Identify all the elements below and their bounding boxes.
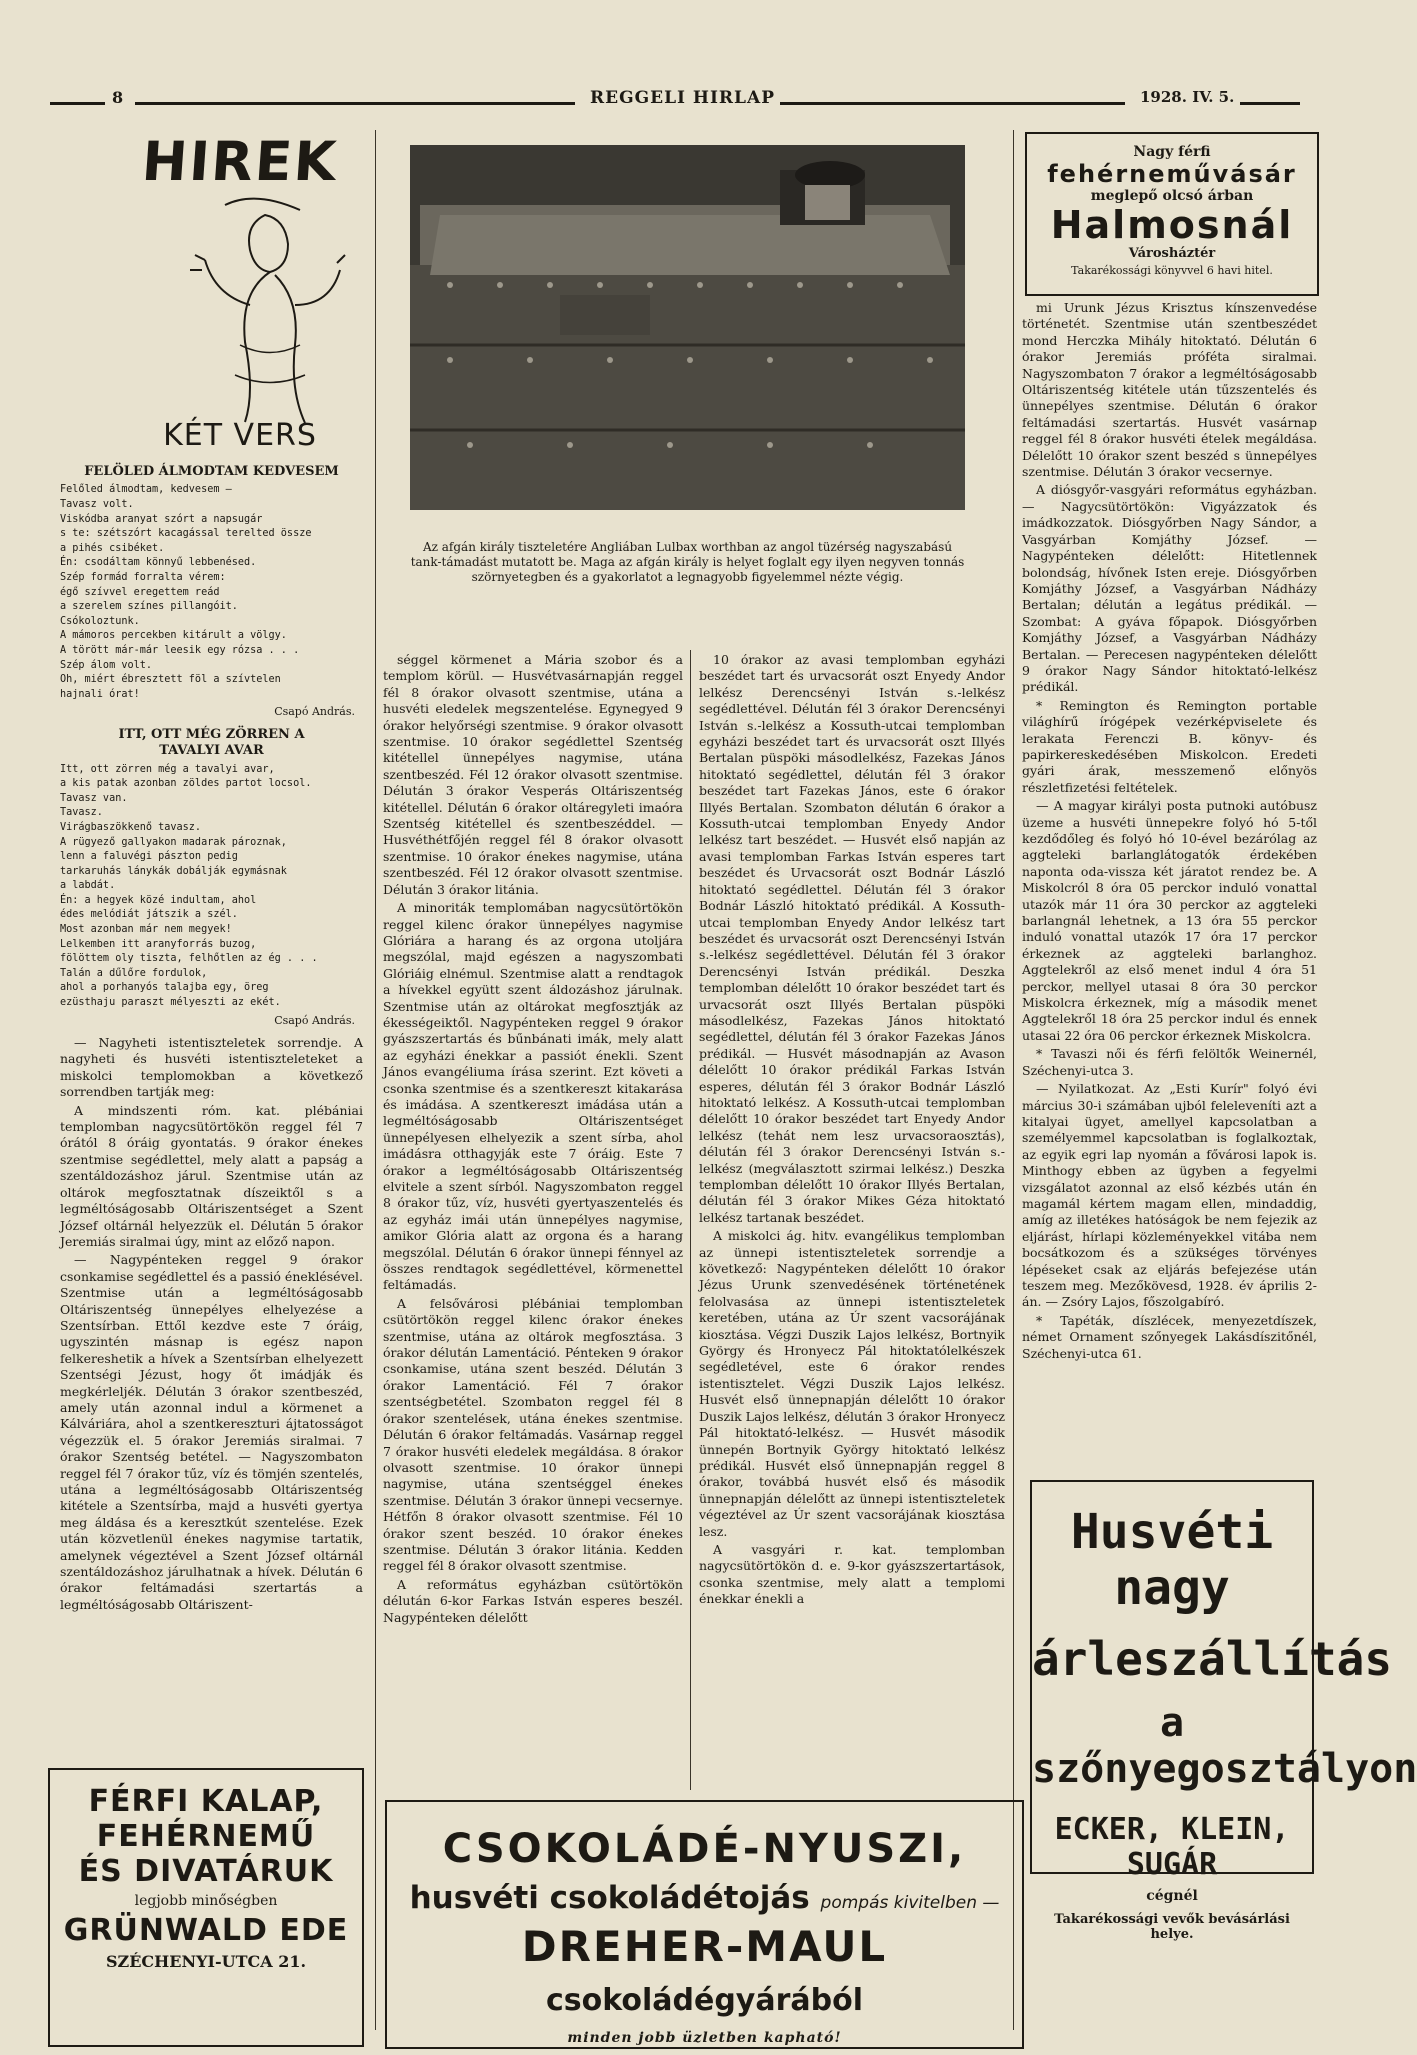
ad-line: Városháztér [1128, 246, 1216, 261]
photo-caption: Az afgán király tiszteletére Angliában Lulbax worthban az angol tüzérség nagyszabású tank-támadást mutatott be. Maga az afgán király is helyet foglalt egy ilyen negyven tonnás szörnyetegben és a gyakorlatot a legnagyobb figyelemmel nézte végig. [410, 540, 965, 584]
ad-line: CSOKOLÁDÉ-NYUSZI, [442, 1826, 967, 1872]
poem-title: FELÖLED ÁLMODTAM KEDVESEM [84, 464, 339, 479]
ad-line: a szőnyegosztályon [1032, 1700, 1417, 1792]
header-rule [780, 102, 1125, 105]
poem-title: ITT, OTT MÉG ZÖRREN A TAVALYI AVAR [118, 726, 305, 759]
header-rule [50, 102, 105, 105]
article-paragraph: A vasgyári r. kat. templomban nagycsütörtökön d. e. 9-kor gyászszertartások, csonka szentmise, mely alatt a templomi énekkar énekli a [699, 1541, 1005, 1607]
article-paragraph: — Nagyheti istentiszteletek sorrendje. A nagyheti és husvéti istentiszteleteket a miskolci templomokban a következő sorrendben tartják meg: [60, 1035, 363, 1100]
poem-line: a szerelem színes pillangóit. [60, 601, 238, 613]
center-column-b [699, 652, 1005, 1610]
poem-line: Itt, ott zörren még a tavalyi avar, [60, 763, 275, 775]
poem-line: Virágbaszökkenő tavasz. [60, 821, 202, 833]
column-divider [1013, 130, 1014, 2030]
poem-signature: Csapó András. [274, 705, 355, 719]
poem-signature: Csapó András. [274, 1013, 355, 1027]
poem-line: Lelkemben itt aranyforrás buzog, [60, 938, 257, 950]
poem-line: a kis patak azonban zöldes partot locsol. [60, 778, 312, 790]
ad-line: ÉS DIVATÁRUK [78, 1854, 334, 1889]
poem-line: fölöttem oly tiszta, felhőtlen az ég . . . [60, 953, 318, 965]
article-body [60, 1035, 363, 1613]
poem-line: Tavasz. [60, 807, 103, 819]
poem-line: hajnali órat! [60, 688, 140, 700]
illustration-icon [165, 195, 365, 425]
ad-line: fehérneművásár [1047, 160, 1297, 188]
poem-line: édes melódiát játszik a szél. [60, 909, 238, 921]
column-divider [375, 130, 376, 2030]
ad-line: husvéti csokoládétojás [409, 1880, 810, 1916]
poem-line: égő szívvel eregettem reád [60, 586, 220, 598]
poem-line: A rügyező gallyakon madarak pároznak, [60, 836, 287, 848]
ad-line: pompás kivitelben — [820, 1893, 1000, 1913]
article-paragraph: — A magyar királyi posta putnoki autóbusz üzeme a husvéti ünnepekre folyó hó 5-től kezdődőleg és folyó hó 10-ével bezárólag az aggteleki barlanglátogatók érdekében naponta oda-vissza két járatot rendez be. A Miskolcról 8 óra 05 perckor induló vonattal utazók már 11 óra 30 perckor az aggteleki barlangnál lehetnek, a 13 óra 55 perckor induló vonattal utazók 17 óra 17 perckor érkeznek az aggteleki barlanghoz. Aggtelekről az első menet indul 4 óra 51 perckor, mellyel utasai 8 óra 30 perckor Miskolcra érkeznek, míg a második menet Aggtelekről 18 óra 25 perckor indul és ennek utasai 22 óra 06 perckor érkeznek Miskolcra. [1022, 798, 1317, 1043]
poem-line: Tavasz volt. [60, 499, 134, 510]
ad-line: Husvéti nagy [1070, 1504, 1274, 1616]
poem-line: Oh, miért ébresztett föl a szívtelen [60, 674, 281, 686]
page-header [50, 88, 1250, 128]
page-number: 8 [112, 88, 124, 107]
section-masthead: HIREK [139, 130, 340, 193]
ad-line: minden jobb üzletben kapható! [567, 2030, 842, 2046]
poems-title: KÉT VERS [163, 418, 317, 453]
column-divider [690, 650, 691, 1790]
poem-line: Csókoloztunk. [60, 615, 140, 627]
article-paragraph: A miskolci ág. hitv. evangélikus templomban az ünnepi istentiszteletek sorrendje a következő: Nagypénteken délelőtt 10 órakor Jézus Urunk szenvedésének történetének felolvasása az ünnepi istentiszteletek keretében, utána az Úr szent vacsorájának kiosztása. Végzi Duszik Lajos lelkész, Bortnyik György és Hronyecz Pál hitoktatólelkészek segédletével, este 6 órakor rendes istentisztelet. Végzi Duszik Lajos lelkész. Husvét első ünnepnapján délelőtt 10 órakor Duszik Lajos lelkész, délután 3 órakor Hronyecz Pál hitoktató-lelkész. — Husvét második ünnepén Bortnyik György hitoktató lelkész prédikál. Husvét első ünnepnapján reggel 8 órakor, továbbá husvét első és második ünnepnapján délelőtt az ünnepi istentiszteletek végeztével az Úr szent vacsorájának kiosztása lesz. [699, 1228, 1005, 1539]
ad-line [387, 1880, 1022, 1916]
ad-line: Takarékossági könyvvel 6 havi hitel. [1071, 264, 1273, 277]
ad-line: SZÉCHENYI-UTCA 21. [105, 1952, 307, 1971]
poem-line: a labdát. [60, 880, 116, 892]
poem-line: lenn a faluvégi pászton pedig [60, 851, 238, 863]
poem-line: s te: szétszórt kacagással terelted össze [60, 528, 312, 540]
article-paragraph: — Nagypénteken reggel 9 órakor csonkamise segédlettel és a passió éneklésével. Szentmise után a legméltóságosabb Oltáriszentség ünnepélyes elhelyezése a Szentsírban. Ettől kezdve este 7 óráig, ugyszintén másnap is egész napon felkereshetik a hívek a Szentsírban elhelyezett Szentségi Jézust, hogy őt imádják és megkérleljék. Délután 3 órakor szentbeszéd, amely után azonnal indul a körmenet a Kálváriára, ahol a szentkereszturi ájtatosságot végezzük el. 5 órakor Jeremiás siralmai. 7 órakor Szentség betétel. — Nagyszombaton reggel fél 7 órakor tűz, víz és tömjén szentelés, utána a legméltóságosabb Oltáriszentség kitétele a Szentsírba, majd a husvéti gyertya meg áldása és a keresztkút szentelése. Ezek után közvetlenül énekes nagymise tartatik, amelynek végeztével a Szent József oltárnál szentáldozáshoz járulhatnak a hívek. Délután 6 órakor feltámadási szertartás a legméltóságosabb Oltáriszent- [60, 1252, 363, 1612]
article-paragraph: 10 órakor az avasi templomban egyházi beszédet tart és urvacsorát oszt Enyedy Andor lelkész Derencsényi István s.-lelkész segédlettével. Délután fél 3 órakor Derencsényi István s.-lelkész a Kossuth-utcai templomban egyházi beszédet tart és urvacsorát oszt Illyés Bertalan püspöki másodlelkész, Fazekas János hitoktató segédlettel, délután fél 3 órakor beszédet tart Fazekas János, este 6 órakor Illyés Bertalan. Szombaton délután 6 órakor a Kossuth-utcai templomban Enyedy Andor lelkész tart beszédet. — Husvét első napján az avasi templomban Farkas István esperes tart beszédet és Urvacsorát oszt Bodnár László hitoktató segédlettel. Délután fél 3 órakor Bodnár László hitoktató prédikál. A Kossuth-utcai templomban Enyedy Andor lelkész tart beszédet és urvacsorát oszt Derencsényi István s.-lelkész segédlettével. Délután fél 3 órakor Derencsényi István prédikál. Deszka templomban délelőtt 10 órakor beszédet tart és urvacsorát oszt Illyés Bertalan püspöki másodlelkész, Fazekas János hitoktató segédlettel, délután fél 3 órakor Fazekas János prédikál. — Husvét másodnapján az Avason délelőtt 10 órakor prédikál Farkas István esperes, délután fél 3 órakor Bodnár László hitoktató lelkész. A Kossuth-utcai templomban délelőtt 10 órakor beszédet tart Enyedy Andor lelkész (tehát nem lesz urvacsoraosztás), délután fél 3 órakor Derencsényi István s.-lelkész (megválasztott szirmai lelkész.) Deszka templomban délelőtt 10 órakor Illyés Bertalan, délután fél 3 órakor Mikes Géza hitoktató lelkész tartanak beszédet. [699, 652, 1005, 1225]
ad-line: DREHER-MAUL [521, 1922, 888, 1971]
ad-line: legjobb minőségben [134, 1893, 278, 1909]
poem-line: Talán a dűlőre fordulok, [60, 967, 208, 979]
ad-line: cégnél [1146, 1888, 1198, 1904]
ad-line: Nagy férfi [1133, 144, 1211, 160]
left-column [60, 458, 363, 1615]
header-rule [1240, 102, 1300, 105]
article-paragraph: * Remington és Remington portable világhírű írógépek vezérképviselete és lerakata Ferenczi B. könyv- és papirkereskedésében Miskolcon. Eredeti gyári árak, messzemenő előnyös részletfizetési feltételek. [1022, 697, 1317, 795]
poem-body [60, 483, 363, 702]
poem-line: Tavasz van. [60, 792, 128, 804]
poem-line: Én: csodáltam könnyű lebbenésed. [60, 557, 257, 569]
ad-line: Takarékossági vevők bevásárlási helye. [1054, 1912, 1290, 1942]
article-paragraph: séggel körmenet a Mária szobor és a templom körül. — Husvétvasárnapján reggel fél 8 órakor olvasott szentmise, utána a husvéti eledelek megszentelése. Egynegyed 9 órakor helyőrségi szentmise. 9 órakor olvasott szentmise. 10 órakor segédlettel Szentség kitétellel ünnepélyes nagymise, utána szentbeszéd. Fél 12 órakor olvasott szentmise. Délután 3 órakor Vesperás Oltáriszentség kitétellel. Délután 6 órakor oltáregyleti imaóra Szentség kitétellel és szentbeszéddel. — Husvéthétfőjén reggel fél 8 órakor olvasott szentmise. 10 órakor énekes nagymise, utána szentbeszéd. Fél 12 órakor olvasott szentmise. Délután 3 órakor litánia. [383, 652, 683, 897]
ad-line: árleszállítás [1032, 1632, 1393, 1686]
ad-line: FEHÉRNEMŰ [96, 1819, 316, 1854]
poem-line: A törött már-már leesik egy rózsa . . . [60, 644, 300, 656]
poem-line: Most azonban már nem megyek! [60, 924, 232, 936]
advertisement-grunwald [48, 1768, 364, 2047]
poem-line: ezüsthaju paraszt mélyeszti az ekét. [60, 997, 281, 1009]
article-paragraph: — Nyilatkozat. Az „Esti Kurír" folyó évi március 30-i számában ujból feleleveníti azt a kitalyai ügyet, amellyel kapcsolatban a személyemmel kapcsolatban is foglalkoztak, az egyik egri lap nyomán a fővárosi lapok is. Minthogy ebben az ügyben a fegyelmi vizsgálatot azonnal az első kézbés után én magamál kértem magam ellen, mindaddig, amíg az illetékes hatóságok be nem fejezik az eljárást, hírlapi közleményekkel vitába nem bocsátkozom és a szükséges törvényes lépéseket csak az eljárás befejezése után teszem meg. Mezőkövesd, 1928. év április 2-án. — Zsóry Lajos, főszolgabíró. [1022, 1081, 1317, 1310]
tank-photo [410, 145, 965, 510]
ad-line: FÉRFI KALAP, [88, 1784, 324, 1819]
advertisement-ecker-klein-sugar [1030, 1480, 1417, 1942]
article-paragraph: A felsővárosi plébániai templomban csütörtökön reggel kilenc órakor énekes szentmise, utána az oltárok megfosztása. 3 órakor délután Lamentáció. Pénteken 9 órakor csonkamise, utána szent beszéd. Délután 3 órakor Lamentáció. Fél 7 órakor szentségbetétel. Szombaton reggel fél 8 órakor szentelések, utána énekes szentmise. Délután 6 órakor feltámadás. Vasárnap reggel 7 órakor husvéti eledelek megáldása. 8 órakor olvasott szentmise. 10 órakor ünnepi nagymise, utána szentséggel énekes szentmise. Délután 3 órakor ünnepi vecsernye. Hétfőn 8 órakor olvasott szentmise. Fél 10 órakor szent beszéd. 10 órakor énekes szentmise. Délután 3 órakor litánia. Kedden reggel fél 8 órakor olvasott szentmise. [383, 1295, 683, 1574]
article-paragraph: A diósgyőr-vasgyári református egyházban. — Nagycsütörtökön: Vigyázzatok és imádkozzatok. Diósgyőrben Nagy Sándor, a Vasgyárban Komjáthy József. — Nagypénteken délelőtt: Hitetlennek bolondság, hívőnek Isten ereje. Diósgyőrben Komjáthy József, a Vasgyárban Nádházy Bertalan; délután a legátus prédikál. — Szombat: A gyáva főpapok. Diósgyőrben Komjáthy József, a Vasgyárban Nádházy Bertalan. — Perecesen nagypénteken délelőtt 9 órakor Nagy Sándor hitoktató-lelkész prédikál. [1022, 482, 1317, 695]
article-paragraph: A református egyházban csütörtökön délután 6-kor Farkas István esperes beszél. Nagypénteken délelőtt [383, 1576, 683, 1625]
poem-line: A mámoros percekben kitárult a völgy. [60, 630, 287, 642]
ad-line: GRÜNWALD EDE [63, 1913, 349, 1948]
right-column [1022, 300, 1317, 1364]
ad-line: csokoládégyárából [545, 1983, 864, 2018]
ad-line: ECKER, KLEIN, SUGÁR [1054, 1812, 1290, 1882]
advertisement-halmos [1025, 132, 1319, 296]
poem-body [60, 763, 363, 1011]
poem-line: a pihés csibéket. [60, 542, 165, 554]
poem-line: Felőled álmodtam, kedvesem — [60, 484, 232, 496]
issue-date: 1928. IV. 5. [1140, 88, 1235, 106]
poem-line: Viskódba aranyat szórt a napsugár [60, 513, 263, 525]
advertisement-dreher-maul [385, 1800, 1024, 2049]
article-paragraph: A minoriták templomában nagycsütörtökön reggel kilenc órakor ünnepélyes nagymise Glóriára a harang és az orgona utoljára megszólal, majd egészen a nagyszombati Glóriáig elnémul. Szentmise alatt a rendtagok a hívekkel együtt szent áldozáshoz járulnak. Szentmise után az oltárokat megfosztják az ékességeiktől. Nagypénteken reggel 9 órakor gyászszertartás és bűnbánati imák, mely alatt az egyházi énekkar a passiót énekli. Szent János evangéliuma írása szerint. Ezt követi a csonka szentmise és a szentkereszt kitakarása és imádása. A szentkereszt imádása után a legméltóságosabb Oltáriszentséget ünnepélyesen elhelyezik a szent sírba, ahol imádásra otthagyják este 7 óráig. Este 7 órakor a legméltóságosabb Oltáriszentség elvitele a szent sírból. Nagyszombaton reggel 8 órakor tűz, víz, husvéti gyertyaszentelés és az egyház imái után ünnepélyes nagymise, amikor Glória alatt az orgona és a harang megszólal. Délután 6 órakor ünnepi fénnyel az összes rendtagok segédlettével, körmenettel feltámadás. [383, 900, 683, 1293]
poem-line: Én: a hegyek közé indultam, ahol [60, 894, 257, 906]
ad-line: Halmosnál [1050, 203, 1294, 247]
poem-line: tarkaruhás lánykák dobálják egymásnak [60, 865, 287, 877]
ad-line: meglepő olcsó árban [1090, 188, 1254, 204]
poem-line: ahol a porhanyós talajba egy, öreg [60, 982, 269, 994]
article-paragraph: * Tapéták, díszlécek, menyezetdíszek, német Ornament szőnyegek Lakásdíszitőnél, Széchenyi-utca 61. [1022, 1312, 1317, 1361]
poem-line: Szép formád forralta vérem: [60, 571, 226, 583]
article-paragraph: * Tavaszi női és férfi felöltők Weinernél, Széchenyi-utca 3. [1022, 1046, 1317, 1078]
ad-line [387, 1922, 1022, 2020]
tank-photo-image [410, 145, 965, 510]
article-paragraph: A mindszenti róm. kat. plébániai templomban nagycsütörtökön reggel fél 7 órától 8 óráig gyontatás. 9 órakor énekes szentmise segédlettel, mely alatt a papság a szentáldozáshoz járul. Szentmise után az oltárok megfosztatnak díszeiktől s a legméltóságosabb Oltáriszentséget a Szent József oltárnál helyezzük el. Délután 5 órakor Jeremiás siralmai úgy, mint az előző napon. [60, 1102, 363, 1249]
header-rule [135, 102, 575, 105]
article-paragraph: mi Urunk Jézus Krisztus kínszenvedése történetét. Szentmise után szentbeszédet mond Herczka Mihály hitoktató. Délután 6 órakor Jeremiás próféta siralmai. Nagyszombaton 7 órakor a legméltóságosabb Oltáriszentség kitétele után tűzszentelés és ünnepélyes szentmise. Délután 6 órakor feltámadási szertartás. Husvét vasárnap reggel fél 8 órakor husvéti ételek megáldása. Délelőtt 10 órakor szent beszéd s ünnepélyes szentmise. Délután 3 órakor vecsernye. [1022, 300, 1317, 480]
newspaper-title: REGGELI HIRLAP [590, 88, 775, 108]
center-column-a [383, 652, 683, 1628]
poem-line: Szép álom volt. [60, 659, 153, 671]
